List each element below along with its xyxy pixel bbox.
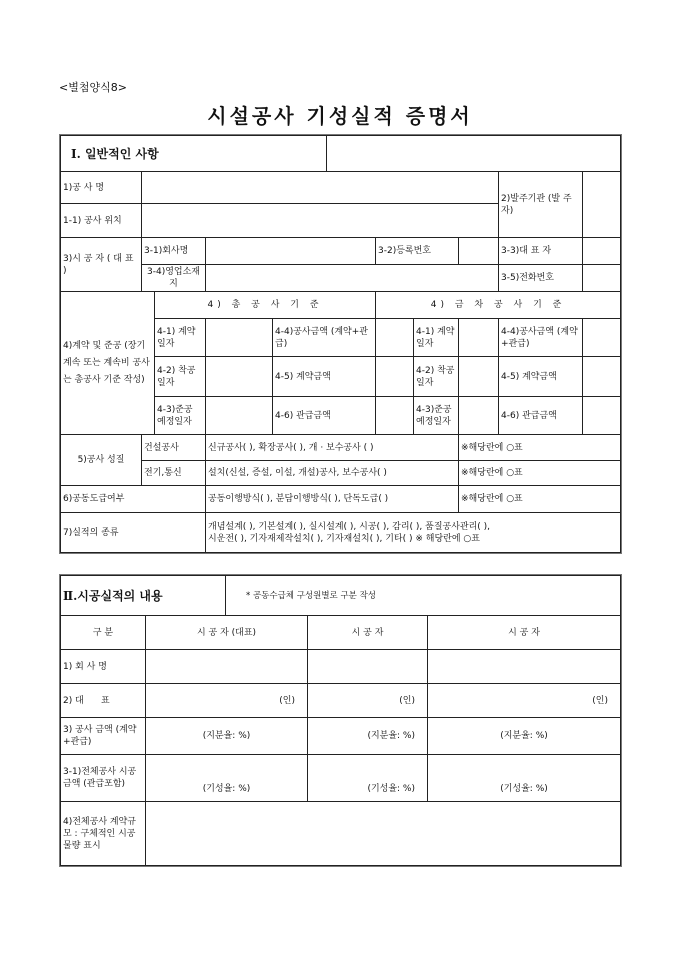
total-amount-label: 4-4)공사금액 (계약+관급)	[273, 319, 376, 357]
type-options[interactable]	[206, 513, 621, 553]
total-contract-amount-field[interactable]	[376, 357, 414, 397]
current-supplied-amount-label: 4-6) 관급금액	[499, 397, 583, 435]
total-basis-header: 4) 총 공 사 기 준	[155, 292, 376, 319]
section1-heading: Ⅰ. 일반적인 사항	[61, 136, 327, 172]
ceo-lead-seal[interactable]: (인)	[146, 684, 308, 718]
construction-mark-note: ※해당란에 ○표	[459, 435, 621, 461]
client-org-field[interactable]	[583, 172, 621, 238]
project-location-label: 1-1) 공사 위치	[61, 204, 142, 238]
row-label-total-amount: 3-1)전체공사 시공금액 (관급포함)	[61, 755, 146, 802]
company-name-label: 3-1)회사명	[142, 238, 206, 265]
current-basis-header: 4) 금 차 공 사 기 준	[376, 292, 621, 319]
current-contract-amount-label: 4-5) 계약금액	[499, 357, 583, 397]
amount-3-share[interactable]: (지분율: %)	[428, 718, 621, 755]
project-location-field[interactable]	[142, 204, 499, 238]
total-supplied-amount-label: 4-6) 관급금액	[273, 397, 376, 435]
phone-field[interactable]	[583, 265, 621, 292]
current-amount-label: 4-4)공사금액 (계약+관급)	[499, 319, 583, 357]
electric-mark-note: ※해당란에 ○표	[459, 461, 621, 486]
current-contract-date-field[interactable]	[459, 319, 499, 357]
ceo-label: 3-3)대 표 자	[499, 238, 583, 265]
total-amount-3-rate[interactable]: (기성율: %)	[428, 755, 621, 802]
current-start-date-field[interactable]	[459, 357, 499, 397]
business-address-label: 3-4)영업소재지	[142, 265, 206, 292]
ceo-3-seal[interactable]: (인)	[428, 684, 621, 718]
business-address-field[interactable]	[206, 265, 499, 292]
project-name-field[interactable]	[142, 172, 499, 204]
total-completion-date-field[interactable]	[206, 397, 273, 435]
company-name-field[interactable]	[206, 238, 376, 265]
current-completion-date-field[interactable]	[459, 397, 499, 435]
contract-label: 4)계약 및 준공 (장기계속 또는 계속비 공사는 총공사 기준 작성)	[61, 292, 155, 435]
type-options-line2: 시운전( ), 기자재제작설치( ), 기자재설치( ), 기타( ) ※ 해당란에 ○표	[208, 533, 480, 544]
col-header-category: 구 분	[61, 616, 146, 650]
type-options-line1: 개념설계( ), 기본설계( ), 실시설계( ), 시공( ), 감리( ), 품질공사관리( ),	[208, 521, 491, 532]
joint-mark-note: ※해당란에 ○표	[459, 486, 621, 513]
type-label: 7)실적의 종류	[61, 513, 206, 553]
current-supplied-amount-field[interactable]	[583, 397, 621, 435]
row-label-ceo: 2) 대 표	[61, 684, 146, 718]
ceo-field[interactable]	[583, 238, 621, 265]
attachment-label: <별첨양식8>	[59, 81, 127, 94]
total-amount-lead-rate[interactable]: (기성율: %)	[146, 755, 308, 802]
nature-label: 5)공사 성질	[61, 435, 142, 486]
joint-options[interactable]: 공동이행방식( ), 분담이행방식( ), 단독도급( )	[206, 486, 459, 513]
total-contract-date-field[interactable]	[206, 319, 273, 357]
project-name-label: 1)공 사 명	[61, 172, 142, 204]
reg-number-field[interactable]	[459, 238, 499, 265]
phone-label: 3-5)전화번호	[499, 265, 583, 292]
col-header-contractor-3: 시 공 자	[428, 616, 621, 650]
current-start-date-label: 4-2) 착공일자	[414, 357, 459, 397]
row-label-amount: 3) 공사 금액 (계약+관급)	[61, 718, 146, 755]
total-contract-amount-label: 4-5) 계약금액	[273, 357, 376, 397]
row-label-company: 1) 회 사 명	[61, 650, 146, 684]
electric-options[interactable]: 설치(신설, 증설, 이설, 개설)공사, 보수공사( )	[206, 461, 459, 486]
current-contract-amount-field[interactable]	[583, 357, 621, 397]
construction-options[interactable]: 신규공사( ), 확장공사( ), 개 · 보수공사 ( )	[206, 435, 459, 461]
company-lead-field[interactable]	[146, 650, 308, 684]
company-3-field[interactable]	[428, 650, 621, 684]
general-info-table	[60, 135, 621, 553]
reg-number-label: 3-2)등록번호	[376, 238, 459, 265]
current-completion-date-label: 4-3)준공 예정일자	[414, 397, 459, 435]
row-label-contract-scale: 4)전체공사 계약규모 : 구체적인 시공물량 표시	[61, 802, 146, 866]
current-amount-field[interactable]	[583, 319, 621, 357]
total-amount-2-rate[interactable]: (기성율: %)	[308, 755, 428, 802]
ceo-2-seal[interactable]: (인)	[308, 684, 428, 718]
section2-note: * 공동수급체 구성원별로 구분 작성	[226, 576, 621, 616]
performance-table	[60, 575, 621, 866]
document-title: 시설공사 기성실적 증명서	[207, 104, 473, 128]
amount-2-share[interactable]: (지분율: %)	[308, 718, 428, 755]
contract-scale-field[interactable]	[146, 802, 621, 866]
section2-heading: Ⅱ.시공실적의 내용	[61, 576, 226, 616]
company-2-field[interactable]	[308, 650, 428, 684]
total-supplied-amount-field[interactable]	[376, 397, 414, 435]
col-header-contractor-2: 시 공 자	[308, 616, 428, 650]
client-org-label: 2)발주기관 (발 주 자)	[499, 172, 583, 238]
amount-lead-share[interactable]: (지분율: %)	[146, 718, 308, 755]
joint-label: 6)공동도급여부	[61, 486, 206, 513]
total-contract-date-label: 4-1) 계약일자	[155, 319, 206, 357]
electric-label: 전기,통신	[142, 461, 206, 486]
construction-label: 건설공사	[142, 435, 206, 461]
section1-heading-blank	[327, 136, 621, 172]
col-header-lead-contractor: 시 공 자 (대표)	[146, 616, 308, 650]
total-start-date-field[interactable]	[206, 357, 273, 397]
current-contract-date-label: 4-1) 계약일자	[414, 319, 459, 357]
total-amount-field[interactable]	[376, 319, 414, 357]
contractor-label: 3)시 공 자 ( 대 표 )	[61, 238, 142, 292]
total-completion-date-label: 4-3)준공 예정일자	[155, 397, 206, 435]
total-start-date-label: 4-2) 착공일자	[155, 357, 206, 397]
